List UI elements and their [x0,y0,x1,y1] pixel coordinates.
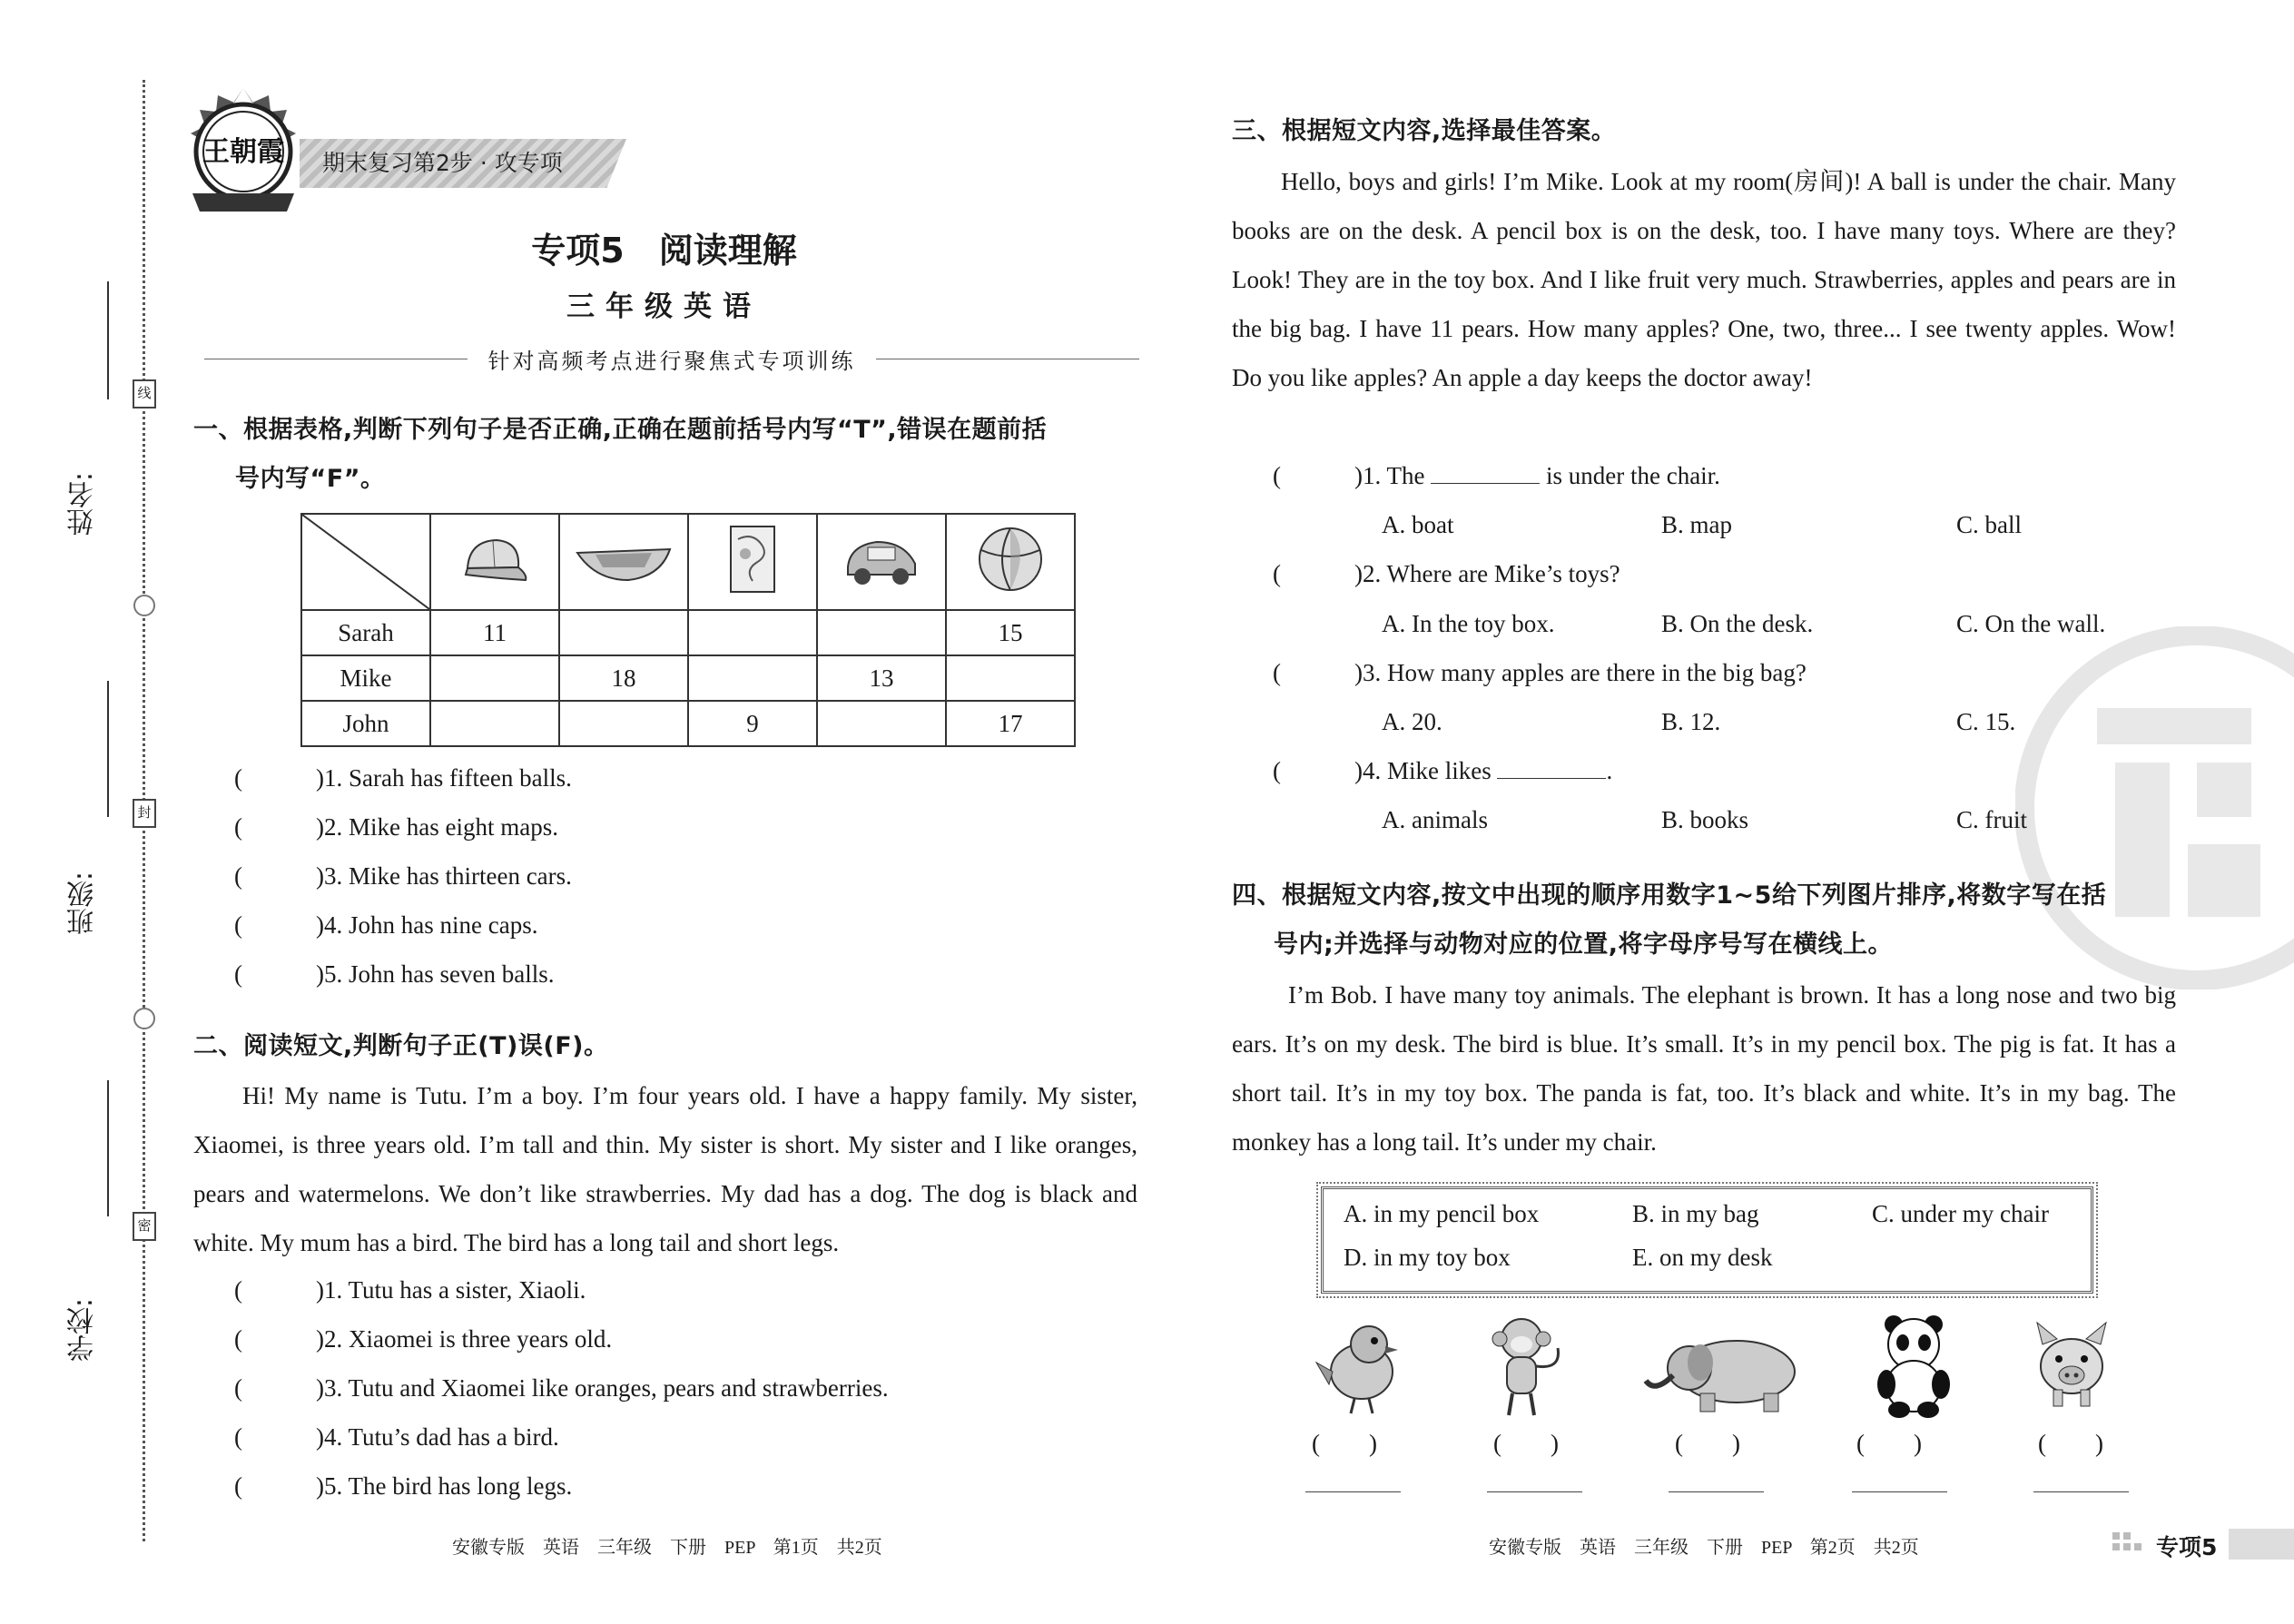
answer-blank[interactable] [1497,758,1606,779]
s3-q4-option-a[interactable]: A. animals [1382,806,1488,833]
s1-question-5[interactable]: ( )5. John has seven balls. [234,960,555,988]
banner-text: 期末复习第2步 · 攻专项 [322,150,563,176]
s3-q2-option-b[interactable]: B. On the desk. [1661,610,1814,637]
s1-question-1[interactable]: ( )1. Sarah has fifteen balls. [234,764,572,792]
table-corner [301,514,430,610]
s3-q1-option-b[interactable]: B. map [1661,511,1732,538]
order-blank[interactable]: ( ) [1312,1430,1377,1457]
letter-blank[interactable] [1487,1491,1582,1492]
pig-icon [2017,1312,2126,1421]
s3-question-3[interactable]: ( )3. How many apples are there in the big bag? [1273,659,1807,686]
cap-icon [430,514,559,610]
elephant-icon [1637,1312,1809,1421]
s3-question-4[interactable]: ( )4. Mike likes . [1273,757,1613,784]
s2-question-1[interactable]: ( )1. Tutu has a sister, Xiaoli. [234,1276,586,1304]
car-icon [817,514,946,610]
binding-hole [133,595,155,616]
school-field[interactable] [64,1126,136,1362]
footer-left: 安徽专版 英语 三年级 下册 PEP 第1页 共2页 [452,1538,882,1558]
s3-q2-option-a[interactable]: A. In the toy box. [1382,610,1555,637]
logo-text: 王朝霞 [202,136,284,168]
table-row: Mike 18 13 [301,655,1075,701]
s2-question-3[interactable]: ( )3. Tutu and Xiaomei like oranges, pears and strawberries. [234,1374,889,1402]
footer-right: 安徽专版 英语 三年级 下册 PEP 第2页 共2页 [1489,1538,1919,1558]
tagline: 针对高频考点进行聚焦式专项训练 [487,349,856,374]
order-blank[interactable]: ( ) [2038,1430,2103,1457]
tagline-row [204,343,1139,374]
place-option-a: A. in my pencil box [1344,1200,1540,1227]
section-tag-text: 专项5 [2156,1534,2218,1560]
page-subtitle: 三年级英语 [566,290,762,323]
name-label: 姓名: [67,471,99,536]
panda-icon [1859,1312,1968,1421]
letter-blank[interactable] [2033,1491,2129,1492]
table-row: Sarah 11 15 [301,610,1075,655]
place-option-d: D. in my toy box [1344,1244,1511,1271]
s3-q3-option-c[interactable]: C. 15. [1956,708,2016,735]
cut-mark-feng: 封 [133,799,156,828]
order-blank[interactable]: ( ) [1856,1430,1922,1457]
name-field[interactable] [64,300,136,536]
s1-question-4[interactable]: ( )4. John has nine caps. [234,911,538,939]
section3-passage: Hello, boys and girls! I’m Mike. Look at my room(房间)! A ball is under the chair. Many books are on the desk. A pencil box is on the desk, too. I have many toys. Where are they? Look! They are in the toy box. And I like fruit very much. Strawberries, apples and pears are in the big bag. I have 11 pears. How many apples? One, two, three... I see twenty apples. Wow! Do you like apples? An apple a day keeps the doctor away! [1232,168,2176,391]
s2-question-4[interactable]: ( )4. Tutu’s dad has a bird. [234,1423,559,1451]
picture-table [300,513,1076,747]
brand-logo [180,86,307,222]
map-icon [688,514,817,610]
section4-passage: I’m Bob. I have many toy animals. The elephant is brown. It has a long nose and two big ears. It’s on my desk. The bird is blue. It’s small. It’s in my pencil box. The pig is fat. It has a short tail. It’s in my toy box. The panda is fat, too. It’s black and white. It’s in my bag. The monkey has a long tail. It’s under my chair. [1232,981,2176,1156]
s3-q3-option-a[interactable]: A. 20. [1382,708,1442,735]
s2-question-2[interactable]: ( )2. Xiaomei is three years old. [234,1325,613,1353]
section1-heading: 一、根据表格,判断下列句子是否正确,正确在题前括号内写“T”,错误在题前括 号内写“F”。 [193,416,1048,493]
s3-q3-option-b[interactable]: B. 12. [1661,708,1721,735]
section2-passage: Hi! My name is Tutu. I’m a boy. I’m four years old. I have a happy family. My sister, Xiaomei, is three years old. I’m tall and thin. My sister is short. My sister and I like oranges, pears and watermelons. We don’t like strawberries. My dad has a dog. The dog is black and white. My mum has a bird. The bird has a long tail and short legs. [193,1082,1137,1256]
order-blank[interactable]: ( ) [1675,1430,1740,1457]
page-title: 专项5 阅读理解 [531,231,797,271]
letter-blank[interactable] [1852,1491,1947,1492]
s3-q4-option-b[interactable]: B. books [1661,806,1749,833]
letter-blank[interactable] [1669,1491,1764,1492]
s3-question-2[interactable]: ( )2. Where are Mike’s toys? [1273,560,1620,587]
monkey-icon [1471,1312,1580,1421]
s3-q1-option-c[interactable]: C. ball [1956,511,2022,538]
s1-question-3[interactable]: ( )3. Mike has thirteen cars. [234,862,572,890]
place-option-e: E. on my desk [1632,1244,1773,1271]
binding-hole [133,1008,155,1029]
class-field[interactable] [64,699,136,935]
bird-icon [1307,1312,1416,1421]
s2-question-5[interactable]: ( )5. The bird has long legs. [234,1472,573,1500]
s3-question-1[interactable]: ( )1. The is under the chair. [1273,462,1720,489]
section3-heading: 三、根据短文内容,选择最佳答案。 [1232,117,1617,145]
ball-icon [946,514,1075,610]
section4-heading: 四、根据短文内容,按文中出现的顺序用数字1~5给下列图片排序,将数字写在括 号内;并选择与动物对应的位置,将字母序号写在横线上。 [1232,881,2107,959]
letter-blank[interactable] [1305,1491,1401,1492]
order-blank[interactable]: ( ) [1493,1430,1559,1457]
s3-q4-option-c[interactable]: C. fruit [1956,806,2027,833]
class-label: 班级: [67,871,99,935]
section-tag [2111,1529,2294,1560]
answer-blank[interactable] [1431,463,1540,484]
school-label: 学校: [67,1297,99,1362]
s1-question-2[interactable]: ( )2. Mike has eight maps. [234,813,558,841]
cut-mark-xian: 线 [133,379,156,408]
s3-q1-option-a[interactable]: A. boat [1382,511,1454,538]
s3-q2-option-c[interactable]: C. On the wall. [1956,610,2106,637]
section2-heading: 二、阅读短文,判断句子正(T)误(F)。 [193,1032,609,1060]
table-row: John 9 17 [301,701,1075,746]
cut-mark-mi: 密 [133,1212,156,1241]
place-option-c: C. under my chair [1872,1200,2049,1227]
boat-icon [559,514,688,610]
place-option-b: B. in my bag [1632,1200,1759,1227]
